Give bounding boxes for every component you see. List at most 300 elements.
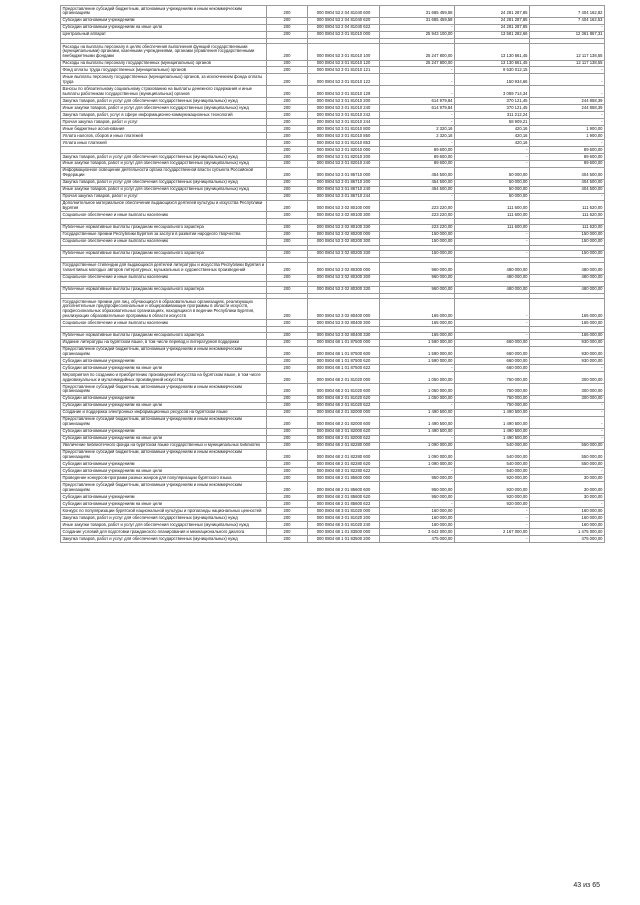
row-code-cell: 200 (267, 200, 308, 212)
row-name-cell: Информационное освещение деятельности органа государственной власти субъекта Российской Федерации (61, 167, 267, 179)
row-unexecuted-amount-cell: 1 900,00 (530, 132, 605, 139)
row-classification-code-cell: 000 0804 53 3 01 81010 850 (308, 132, 380, 139)
row-code-cell: 200 (267, 17, 308, 24)
table-row (61, 146, 605, 153)
row-unexecuted-amount-cell: 550 000,00 (530, 442, 605, 449)
row-unexecuted-amount-cell: 160 000,00 (530, 521, 605, 528)
row-approved-amount-cell: 950 000,00 (380, 482, 455, 494)
row-approved-amount-cell: - (380, 86, 455, 98)
row-classification-code-cell: 000 0804 53 3 02 80200 000 (308, 231, 380, 238)
row-executed-amount-cell: 920 000,00 (455, 482, 530, 494)
row-name-cell (61, 146, 267, 153)
row-code-cell: 200 (267, 193, 308, 200)
table-row (61, 60, 605, 67)
row-unexecuted-amount-cell: 12 117 138,55 (530, 60, 605, 67)
table-row (61, 132, 605, 139)
row-name-cell: Расходы на выплаты персоналу государственных (муниципальных) органов (61, 60, 267, 67)
row-name-cell: Предоставление субсидий бюджетным, автономным учреждениям и иным некоммерческим организациям (61, 384, 267, 396)
row-unexecuted-amount-cell: 160 000,00 (530, 508, 605, 515)
row-classification-code-cell: 000 0804 53 3 01 82010 000 (308, 146, 380, 153)
row-executed-amount-cell: 13 581 282,66 (455, 31, 530, 38)
row-code-cell: 200 (267, 24, 308, 31)
row-executed-amount-cell: 750 000,00 (455, 402, 530, 409)
row-unexecuted-amount-cell: 111 620,00 (530, 200, 605, 212)
row-unexecuted-amount-cell: 404 500,00 (530, 186, 605, 193)
row-unexecuted-amount-cell: - (530, 193, 605, 200)
row-executed-amount-cell: 50 000,00 (455, 179, 530, 186)
row-unexecuted-amount-cell: 475 000,00 (530, 535, 605, 542)
row-unexecuted-amount-cell: 480 000,00 (530, 274, 605, 281)
row-executed-amount-cell: 750 000,00 (455, 372, 530, 384)
row-name-cell: Субсидии автономным учреждениям (61, 358, 267, 365)
row-executed-amount-cell: 920 000,00 (455, 494, 530, 501)
row-code-cell: 200 (267, 179, 308, 186)
row-classification-code-cell: 000 0804 53 3 02 80100 000 (308, 200, 380, 212)
row-approved-amount-cell: 31 685 459,58 (380, 6, 455, 18)
row-unexecuted-amount-cell: 30 000,00 (530, 475, 605, 482)
row-approved-amount-cell: 25 247 800,00 (380, 43, 455, 60)
row-approved-amount-cell: 454 500,00 (380, 167, 455, 179)
row-name-cell: Закупка товаров, работ, услуг в сфере информационно-коммуникационных технологий (61, 112, 267, 119)
row-code-cell: 200 (267, 262, 308, 274)
row-name-cell: Создание условий для подготовки гражданского планирования и межнационального диалога (61, 528, 267, 535)
row-code-cell: 200 (267, 501, 308, 508)
table-row (61, 179, 605, 186)
row-approved-amount-cell: 614 979,84 (380, 98, 455, 105)
row-unexecuted-amount-cell: 404 500,00 (530, 179, 605, 186)
row-code-cell: 200 (267, 125, 308, 132)
row-classification-code-cell: 000 0804 53 3 01 81010 120 (308, 60, 380, 67)
row-approved-amount-cell: - (380, 139, 455, 146)
row-code-cell: 200 (267, 167, 308, 179)
row-executed-amount-cell: - (455, 231, 530, 238)
row-executed-amount-cell: 3 089 714,34 (455, 86, 530, 98)
table-row (61, 395, 605, 402)
row-approved-amount-cell: - (380, 365, 455, 372)
row-code-cell: 200 (267, 449, 308, 461)
row-executed-amount-cell: 480 000,00 (455, 286, 530, 293)
table-row (61, 461, 605, 468)
row-code-cell: 200 (267, 112, 308, 119)
row-approved-amount-cell: 2 320,16 (380, 132, 455, 139)
row-code-cell: 200 (267, 395, 308, 402)
row-classification-code-cell: 000 0804 53 3 02 80200 300 (308, 238, 380, 245)
table-row (61, 320, 605, 327)
row-name-cell: Издание литературы на бурятском языке, в том числе перевод и литературной поддержки (61, 339, 267, 346)
row-unexecuted-amount-cell: - (530, 24, 605, 31)
row-approved-amount-cell: 1 490 500,00 (380, 416, 455, 428)
row-code-cell: 200 (267, 372, 308, 384)
table-row (61, 514, 605, 521)
row-name-cell: Публичные нормативные выплаты гражданам несоциального характера (61, 332, 267, 339)
table-row (61, 74, 605, 86)
row-classification-code-cell: 000 0804 53 3 01 81010 242 (308, 112, 380, 119)
row-executed-amount-cell: - (455, 299, 530, 320)
row-unexecuted-amount-cell: 150 000,00 (530, 250, 605, 257)
table-row (61, 6, 605, 18)
row-unexecuted-amount-cell: 1 475 000,00 (530, 528, 605, 535)
row-classification-code-cell: 000 0804 53 3 02 80400 000 (308, 299, 380, 320)
table-row (61, 501, 605, 508)
row-approved-amount-cell: 960 000,00 (380, 274, 455, 281)
row-code-cell: 200 (267, 384, 308, 396)
row-executed-amount-cell: 13 130 661,45 (455, 60, 530, 67)
row-executed-amount-cell: 111 600,00 (455, 224, 530, 231)
row-executed-amount-cell: 750 000,00 (455, 395, 530, 402)
table-row (61, 528, 605, 535)
table-row (61, 31, 605, 38)
row-approved-amount-cell: - (380, 67, 455, 74)
row-unexecuted-amount-cell: - (530, 86, 605, 98)
row-code-cell: 200 (267, 118, 308, 125)
row-executed-amount-cell: - (455, 320, 530, 327)
row-code-cell: 200 (267, 528, 308, 535)
row-executed-amount-cell: 50 000,00 (455, 186, 530, 193)
row-name-cell: Прочая закупка товаров, работ и услуг (61, 193, 267, 200)
row-code-cell: 200 (267, 339, 308, 346)
row-classification-code-cell: 000 0804 53 3 01 81010 244 (308, 118, 380, 125)
table-row (61, 112, 605, 119)
row-unexecuted-amount-cell: - (530, 402, 605, 409)
row-name-cell: Прочая закупка товаров, работ и услуг (61, 118, 267, 125)
row-code-cell: 200 (267, 468, 308, 475)
row-name-cell: Конкурс по популяризации бурятской национальной культуры и пропаганды национальных ценностей (61, 508, 267, 515)
row-name-cell: Иные закупки товаров, работ и услуг для обеспечения государственных (муниципальных) нужд (61, 186, 267, 193)
table-row (61, 442, 605, 449)
row-name-cell: Субсидии автономным учреждениям на иные цели (61, 501, 267, 508)
row-code-cell: 200 (267, 299, 308, 320)
row-unexecuted-amount-cell: 89 600,00 (530, 146, 605, 153)
row-code-cell: 200 (267, 442, 308, 449)
row-name-cell: Государственные премии Республики Бурятия за заслуги в развитии народного творчества (61, 231, 267, 238)
row-classification-code-cell: 000 0804 68 1 01 83500 200 (308, 535, 380, 542)
row-executed-amount-cell: 920 000,00 (455, 501, 530, 508)
row-executed-amount-cell: 2 167 000,00 (455, 528, 530, 535)
row-executed-amount-cell: 24 281 287,85 (455, 17, 530, 24)
row-executed-amount-cell: 150 934,66 (455, 74, 530, 86)
table-row (61, 339, 605, 346)
row-classification-code-cell: 000 0804 68 1 01 87500 000 (308, 339, 380, 346)
row-approved-amount-cell: 1 090 000,00 (380, 449, 455, 461)
row-executed-amount-cell: 480 000,00 (455, 262, 530, 274)
table-row (61, 475, 605, 482)
row-approved-amount-cell: 223 220,00 (380, 224, 455, 231)
row-classification-code-cell: 000 0804 68 2 01 82000 000 (308, 409, 380, 416)
table-row (61, 125, 605, 132)
row-executed-amount-cell: 24 281 287,85 (455, 24, 530, 31)
row-executed-amount-cell: - (455, 535, 530, 542)
row-classification-code-cell: 000 0804 68 2 01 82000 600 (308, 416, 380, 428)
table-row (61, 43, 605, 60)
row-code-cell: 200 (267, 153, 308, 160)
row-unexecuted-amount-cell: 165 000,00 (530, 332, 605, 339)
row-name-cell: Субсидии автономным учреждениям на иные цели (61, 468, 267, 475)
row-approved-amount-cell: 1 590 000,00 (380, 346, 455, 358)
row-code-cell: 200 (267, 139, 308, 146)
table-row (61, 449, 605, 461)
row-approved-amount-cell: 89 600,00 (380, 160, 455, 167)
table-row (61, 86, 605, 98)
row-name-cell: Субсидии автономным учреждениям на иные цели (61, 24, 267, 31)
row-approved-amount-cell: - (380, 468, 455, 475)
row-executed-amount-cell: 540 000,00 (455, 442, 530, 449)
row-classification-code-cell: 000 0804 68 2 01 85600 622 (308, 501, 380, 508)
row-unexecuted-amount-cell: 480 000,00 (530, 286, 605, 293)
row-executed-amount-cell: 13 130 661,45 (455, 43, 530, 60)
row-classification-code-cell: 000 0804 53 3 02 80300 000 (308, 262, 380, 274)
row-unexecuted-amount-cell: 480 000,00 (530, 262, 605, 274)
table-row (61, 231, 605, 238)
row-code-cell: 200 (267, 435, 308, 442)
table-row (61, 274, 605, 281)
table-row (61, 521, 605, 528)
row-executed-amount-cell: 1 490 500,00 (455, 435, 530, 442)
row-classification-code-cell: 000 0804 68 1 01 83500 000 (308, 528, 380, 535)
row-unexecuted-amount-cell: 160 000,00 (530, 514, 605, 521)
row-approved-amount-cell: 150 000,00 (380, 238, 455, 245)
row-unexecuted-amount-cell: - (530, 409, 605, 416)
row-approved-amount-cell: - (380, 112, 455, 119)
row-executed-amount-cell: 9 530 012,15 (455, 67, 530, 74)
row-name-cell: Субсидии автономным учреждениям на иные цели (61, 435, 267, 442)
row-classification-code-cell: 000 0804 68 1 01 87500 600 (308, 346, 380, 358)
row-code-cell: 200 (267, 475, 308, 482)
row-unexecuted-amount-cell: 30 000,00 (530, 494, 605, 501)
table-row (61, 494, 605, 501)
table-row (61, 535, 605, 542)
row-unexecuted-amount-cell: 165 000,00 (530, 320, 605, 327)
table-row (61, 238, 605, 245)
row-unexecuted-amount-cell: - (530, 501, 605, 508)
row-executed-amount-cell: 370 121,45 (455, 98, 530, 105)
row-executed-amount-cell: - (455, 160, 530, 167)
row-approved-amount-cell: 1 050 000,00 (380, 372, 455, 384)
row-name-cell: Субсидии автономным учреждениям на иные цели (61, 402, 267, 409)
row-classification-code-cell: 000 0804 53 3 02 80300 300 (308, 274, 380, 281)
row-code-cell: 200 (267, 98, 308, 105)
row-classification-code-cell: 000 0804 53 3 02 80100 300 (308, 212, 380, 219)
row-name-cell: Иные закупки товаров, работ и услуг для обеспечения государственных (муниципальных) нужд (61, 105, 267, 112)
row-classification-code-cell: 000 0804 68 2 01 85600 620 (308, 494, 380, 501)
row-code-cell: 200 (267, 74, 308, 86)
row-approved-amount-cell: 454 500,00 (380, 179, 455, 186)
row-classification-code-cell: 000 0804 53 3 02 80400 300 (308, 320, 380, 327)
row-code-cell: 200 (267, 274, 308, 281)
table-row (61, 332, 605, 339)
row-classification-code-cell: 000 0804 68 2 01 82280 000 (308, 442, 380, 449)
row-approved-amount-cell: - (380, 74, 455, 86)
row-classification-code-cell: 000 0804 68 2 01 85600 000 (308, 475, 380, 482)
row-name-cell: Закупка товаров, работ и услуг для обеспечения государственных (муниципальных) нужд (61, 179, 267, 186)
row-executed-amount-cell: 50 000,00 (455, 167, 530, 179)
row-classification-code-cell: 000 0804 68 2 01 81020 622 (308, 402, 380, 409)
row-classification-code-cell: 000 0804 53 3 01 81010 000 (308, 31, 380, 38)
row-unexecuted-amount-cell: 550 000,00 (530, 449, 605, 461)
row-unexecuted-amount-cell: - (530, 416, 605, 428)
row-approved-amount-cell: - (380, 24, 455, 31)
row-name-cell: Предоставление субсидий бюджетным, автономным учреждениям и иным некоммерческим организациям (61, 416, 267, 428)
row-unexecuted-amount-cell: 165 000,00 (530, 299, 605, 320)
row-code-cell: 200 (267, 402, 308, 409)
row-classification-code-cell: 000 0804 68 3 01 81020 200 (308, 514, 380, 521)
row-code-cell: 200 (267, 416, 308, 428)
row-classification-code-cell: 000 0804 68 2 01 81020 000 (308, 372, 380, 384)
row-approved-amount-cell: 614 979,84 (380, 105, 455, 112)
row-approved-amount-cell: 165 000,00 (380, 332, 455, 339)
row-classification-code-cell: 000 0804 53 3 02 80400 330 (308, 332, 380, 339)
row-unexecuted-amount-cell: 89 600,00 (530, 160, 605, 167)
row-approved-amount-cell: - (380, 402, 455, 409)
row-classification-code-cell: 000 0804 68 2 01 85600 600 (308, 482, 380, 494)
row-classification-code-cell: 000 0804 68 2 01 82280 620 (308, 461, 380, 468)
row-name-cell: Проведение конкурсов-программ разных жанров для популяризации бурятского языка (61, 475, 267, 482)
row-unexecuted-amount-cell: - (530, 67, 605, 74)
row-unexecuted-amount-cell: 930 000,00 (530, 346, 605, 358)
row-executed-amount-cell: - (455, 332, 530, 339)
row-approved-amount-cell: 1 090 000,00 (380, 442, 455, 449)
row-name-cell: Предоставление субсидий бюджетным, автономным учреждениям и иным некоммерческим организациям (61, 482, 267, 494)
row-code-cell: 200 (267, 67, 308, 74)
row-classification-code-cell: 000 0804 68 2 01 81020 620 (308, 395, 380, 402)
row-classification-code-cell: 000 0804 53 3 01 81010 240 (308, 105, 380, 112)
row-unexecuted-amount-cell: 244 858,39 (530, 105, 605, 112)
row-approved-amount-cell: 223 220,00 (380, 212, 455, 219)
row-name-cell: Расходы на выплаты персоналу в целях обеспечения выполнения функций государственными (муниципальными) органами, казенными учреждениями, органами управления государственными внебюджетными фондами (61, 43, 267, 60)
row-approved-amount-cell: 475 000,00 (380, 535, 455, 542)
row-name-cell: Мероприятия по созданию и приобретению произведений искусства на бурятском языке, в том числе аудиовизуальных и мультимедийных произведений искусства (61, 372, 267, 384)
row-name-cell: Уплата иных платежей (61, 139, 267, 146)
budget-execution-table (60, 5, 605, 543)
row-code-cell: 200 (267, 508, 308, 515)
row-approved-amount-cell: 31 685 459,58 (380, 17, 455, 24)
row-approved-amount-cell: 3 642 000,00 (380, 528, 455, 535)
table-row (61, 299, 605, 320)
table-row (61, 286, 605, 293)
table-row (61, 435, 605, 442)
row-approved-amount-cell: 960 000,00 (380, 262, 455, 274)
row-classification-code-cell: 000 0804 53 3 01 81010 100 (308, 43, 380, 60)
row-code-cell: 200 (267, 132, 308, 139)
row-name-cell: Дополнительное материальное обеспечение выдающихся деятелей культуры и искусства Республики Бурятия (61, 200, 267, 212)
row-name-cell: Предоставление субсидий бюджетным, автономным учреждениям и иным некоммерческим организациям (61, 449, 267, 461)
row-code-cell: 200 (267, 160, 308, 167)
row-classification-code-cell: 000 0804 68 1 01 87500 620 (308, 358, 380, 365)
row-classification-code-cell: 000 0804 53 3 02 80200 330 (308, 250, 380, 257)
table-row (61, 212, 605, 219)
row-unexecuted-amount-cell: - (530, 74, 605, 86)
row-code-cell: 200 (267, 494, 308, 501)
row-code-cell: 200 (267, 146, 308, 153)
row-name-cell: Фонд оплаты труда государственных (муниципальных) органов (61, 67, 267, 74)
row-unexecuted-amount-cell: - (530, 139, 605, 146)
page-number: 43 из 65 (573, 882, 600, 889)
row-unexecuted-amount-cell: 1 900,00 (530, 125, 605, 132)
row-unexecuted-amount-cell: 404 500,00 (530, 167, 605, 179)
table-row (61, 346, 605, 358)
table-row (61, 428, 605, 435)
row-name-cell: Публичные нормативные выплаты гражданам несоциального характера (61, 250, 267, 257)
row-code-cell: 200 (267, 461, 308, 468)
row-name-cell: Иные бюджетные ассигнования (61, 125, 267, 132)
table-row (61, 105, 605, 112)
table-row (61, 482, 605, 494)
row-name-cell: Создание и поддержка электронных информационных ресурсов на бурятском языке (61, 409, 267, 416)
row-approved-amount-cell: 950 000,00 (380, 475, 455, 482)
row-executed-amount-cell: 660 000,00 (455, 339, 530, 346)
row-code-cell: 200 (267, 105, 308, 112)
row-unexecuted-amount-cell: 300 000,00 (530, 395, 605, 402)
row-approved-amount-cell: 1 090 000,00 (380, 461, 455, 468)
row-unexecuted-amount-cell: 930 000,00 (530, 358, 605, 365)
table-row (61, 139, 605, 146)
row-unexecuted-amount-cell: - (530, 428, 605, 435)
row-code-cell: 200 (267, 86, 308, 98)
row-approved-amount-cell: 165 000,00 (380, 320, 455, 327)
table-row (61, 118, 605, 125)
row-unexecuted-amount-cell: 150 000,00 (530, 238, 605, 245)
row-executed-amount-cell: 920 000,00 (455, 475, 530, 482)
row-unexecuted-amount-cell: 111 620,00 (530, 212, 605, 219)
table-row (61, 250, 605, 257)
row-name-cell: Публичные нормативные выплаты гражданам несоциального характера (61, 224, 267, 231)
row-classification-code-cell: 000 0804 68 2 01 82280 600 (308, 449, 380, 461)
table-row (61, 67, 605, 74)
row-name-cell: Субсидии автономным учреждениям (61, 395, 267, 402)
row-name-cell: Закупка товаров, работ и услуг для обеспечения государственных (муниципальных) нужд (61, 514, 267, 521)
row-classification-code-cell: 000 0804 68 2 01 82280 622 (308, 468, 380, 475)
row-executed-amount-cell: 370 121,45 (455, 105, 530, 112)
row-approved-amount-cell: 160 000,00 (380, 508, 455, 515)
row-classification-code-cell: 000 0804 53 3 01 86710 240 (308, 186, 380, 193)
row-code-cell: 200 (267, 286, 308, 293)
row-classification-code-cell: 000 0804 68 3 01 81020 000 (308, 508, 380, 515)
table-row (61, 160, 605, 167)
row-classification-code-cell: 000 0804 68 3 01 81020 240 (308, 521, 380, 528)
row-classification-code-cell: 000 0804 53 3 01 86710 244 (308, 193, 380, 200)
row-name-cell: Публичные нормативные выплаты гражданам несоциального характера (61, 286, 267, 293)
row-approved-amount-cell: 1 490 500,00 (380, 409, 455, 416)
table-row (61, 17, 605, 24)
row-code-cell: 200 (267, 224, 308, 231)
row-executed-amount-cell: 750 000,00 (455, 384, 530, 396)
table-row (61, 193, 605, 200)
row-name-cell: Иные закупки товаров, работ и услуг для обеспечения государственных (муниципальных) нужд (61, 160, 267, 167)
row-classification-code-cell: 000 0804 53 2 04 81040 620 (308, 17, 380, 24)
row-executed-amount-cell: 660 000,00 (455, 358, 530, 365)
row-approved-amount-cell: 960 000,00 (380, 286, 455, 293)
row-classification-code-cell: 000 0804 53 2 04 81040 600 (308, 6, 380, 18)
row-name-cell: Предоставление субсидий бюджетным, автономным учреждениям и иным некоммерческим организациям (61, 346, 267, 358)
row-executed-amount-cell: - (455, 250, 530, 257)
row-executed-amount-cell: 540 000,00 (455, 468, 530, 475)
row-name-cell: Государственные стипендии для выдающихся деятелей литературы и искусства Республики Бурятия и талантливых молодых авторов литературных, музыкальных и художественных произведений (61, 262, 267, 274)
row-name-cell: Иные выплаты персоналу государственных (муниципальных) органов, за исключением фонда оплаты труда (61, 74, 267, 86)
row-unexecuted-amount-cell: 12 117 138,55 (530, 43, 605, 60)
table-row (61, 98, 605, 105)
row-classification-code-cell: 000 0804 53 3 01 81010 200 (308, 98, 380, 105)
row-name-cell: Закупка товаров, работ и услуг для обеспечения государственных (муниципальных) нужд (61, 535, 267, 542)
row-executed-amount-cell: - (455, 514, 530, 521)
row-approved-amount-cell: 1 490 500,00 (380, 428, 455, 435)
row-classification-code-cell: 000 0804 53 3 01 82010 240 (308, 160, 380, 167)
row-code-cell: 200 (267, 250, 308, 257)
row-classification-code-cell: 000 0804 53 3 01 81010 129 (308, 86, 380, 98)
row-approved-amount-cell: 1 590 000,00 (380, 339, 455, 346)
row-approved-amount-cell: - (380, 501, 455, 508)
row-name-cell: Субсидии автономным учреждениям (61, 17, 267, 24)
row-unexecuted-amount-cell: 7 404 162,53 (530, 17, 605, 24)
row-approved-amount-cell: - (380, 118, 455, 125)
